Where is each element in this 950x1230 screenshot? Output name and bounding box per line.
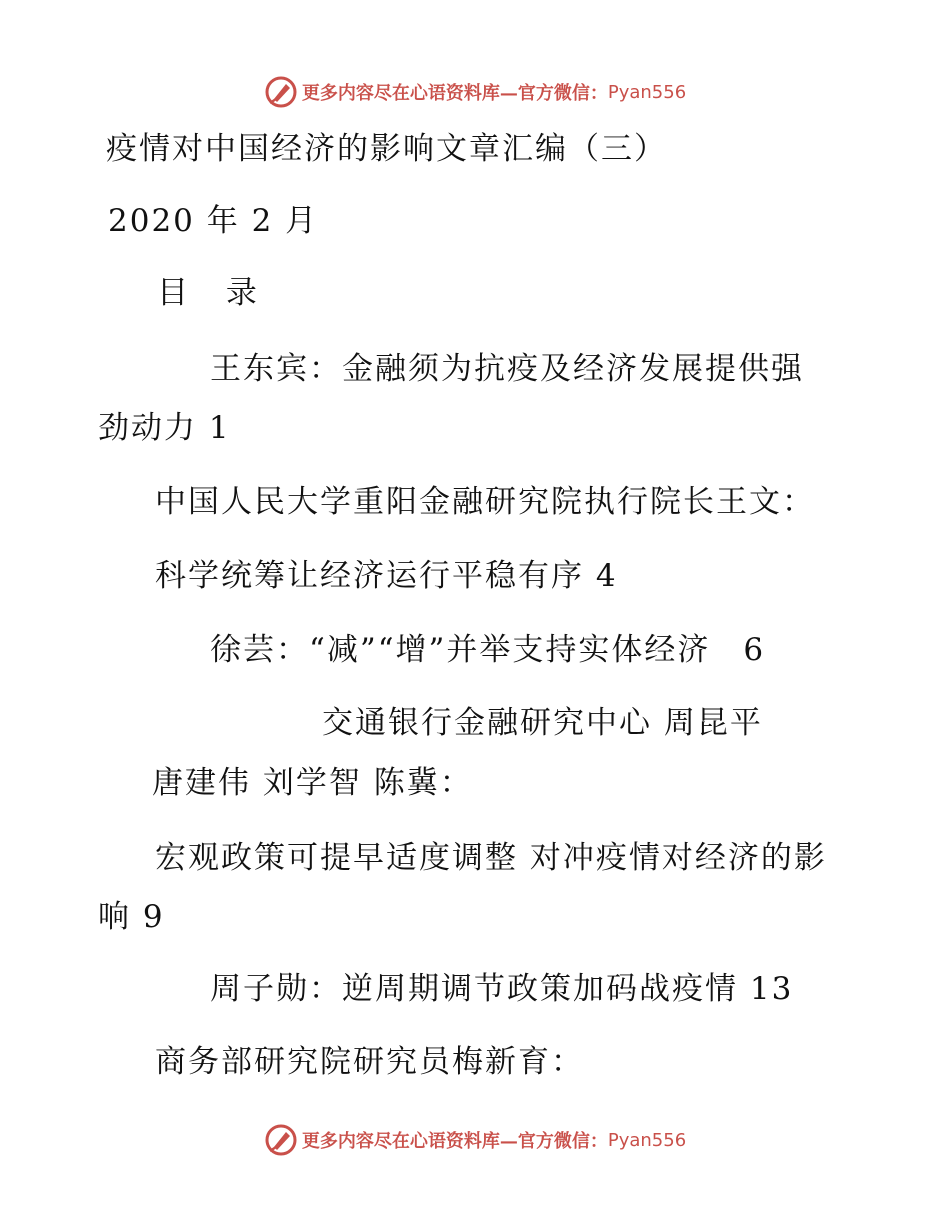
toc-entry-2-line-1: 中国人民大学重阳金融研究院执行院长王文： [155,484,815,520]
document-title: 疫情对中国经济的影响文章汇编（三） [106,131,667,167]
toc-entry-5-line-2: 响 9 [98,899,165,935]
watermark-banner-bottom [0,1120,950,1160]
toc-entry-1-line-1: 王东宾：金融须为抗疫及经济发展提供强 [210,351,804,387]
pen-nib-logo-icon [264,1123,298,1157]
toc-entry-5-line-1: 宏观政策可提早适度调整 对冲疫情对经济的影 [155,840,827,876]
watermark-handle: Pyan556 [607,81,687,103]
watermark-handle: Pyan556 [607,1129,687,1151]
toc-heading: 目 录 [157,275,271,311]
toc-entry-3: 徐芸：“减”“增”并举支持实体经济 6 [210,632,766,668]
toc-entry-4-line-2: 唐建伟 刘学智 陈冀： [152,765,473,801]
toc-entry-4-line-1: 交通银行金融研究中心 周昆平 [322,705,763,741]
toc-entry-7: 商务部研究院研究员梅新育： [155,1044,584,1080]
watermark-text: 更多内容尽在心语资料库—官方微信： [301,83,608,104]
watermark-banner-top [0,72,950,112]
toc-entry-2-line-2: 科学统筹让经济运行平稳有序 4 [155,558,618,594]
toc-entry-1-line-2: 劲动力 1 [98,410,231,446]
document-date: 2020 年 2 月 [108,203,319,239]
watermark-text: 更多内容尽在心语资料库—官方微信： [301,1131,608,1152]
pen-nib-logo-icon [264,75,298,109]
toc-entry-6: 周子勋：逆周期调节政策加码战疫情 13 [210,971,794,1007]
